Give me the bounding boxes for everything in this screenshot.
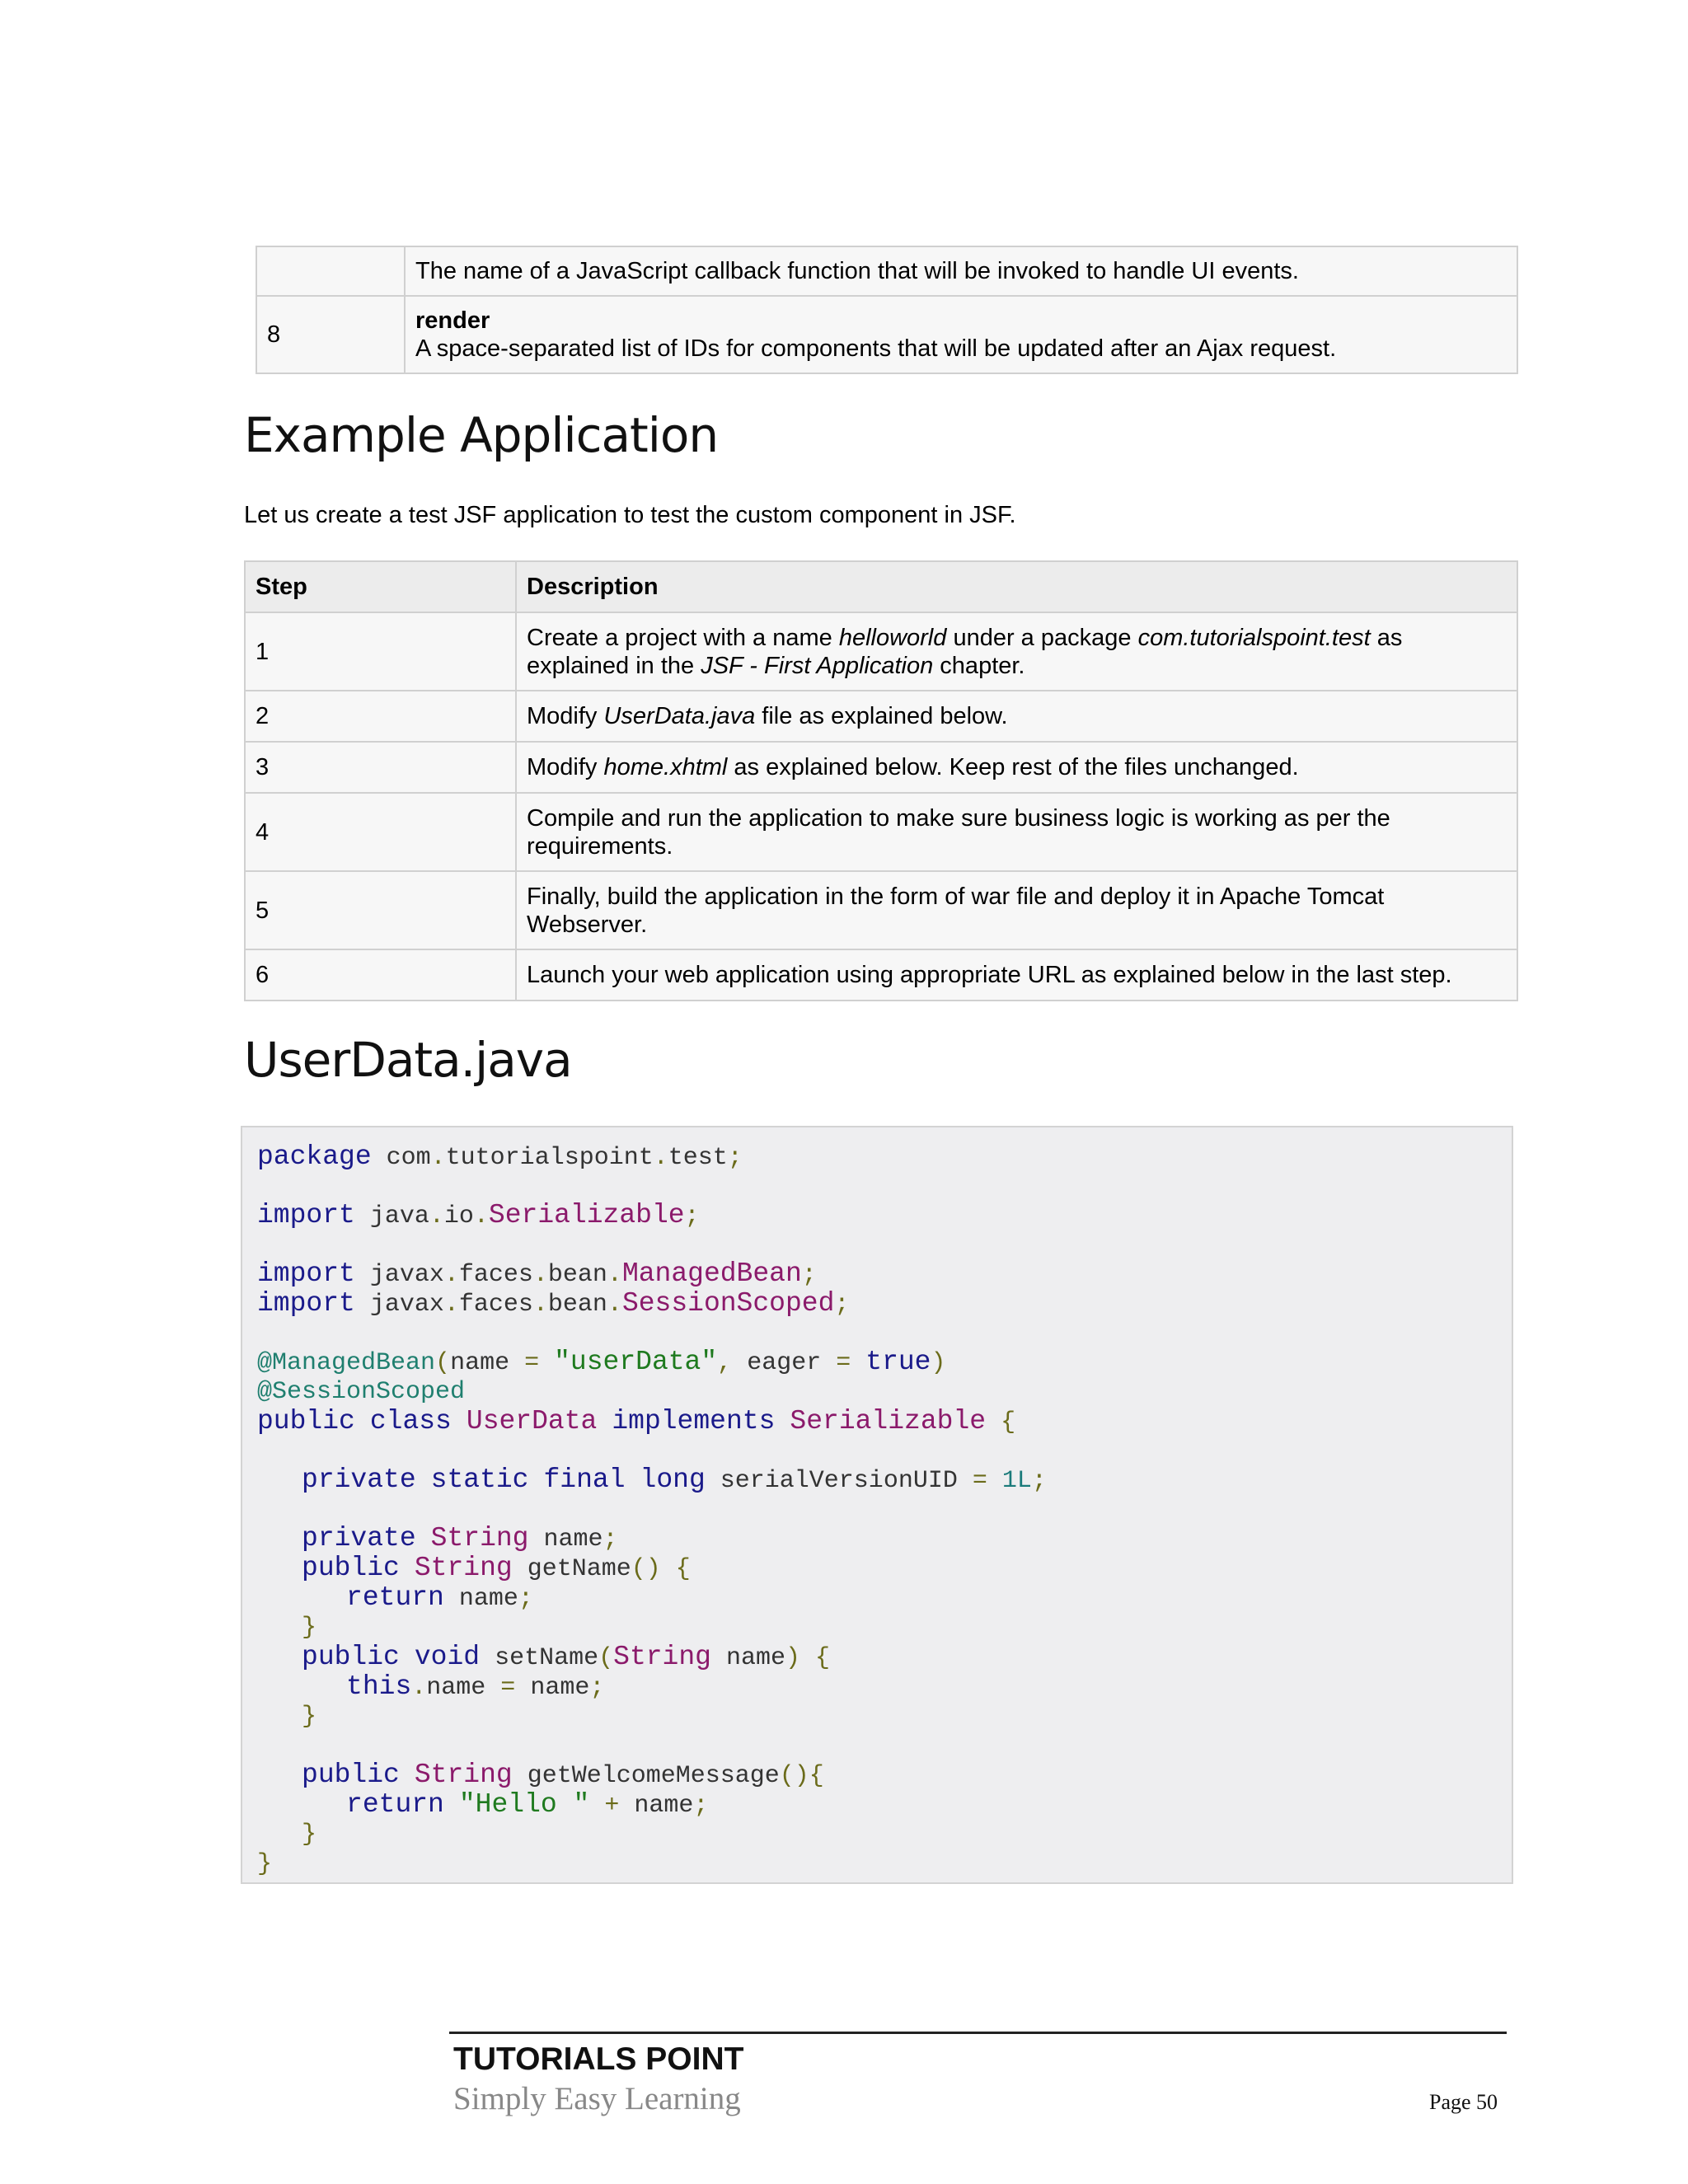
code-line: public String getWelcomeMessage(){	[302, 1760, 824, 1790]
code-line: private static final long serialVersionUID = 1L;	[302, 1465, 1047, 1495]
code-line: @SessionScoped	[257, 1378, 466, 1406]
code-line	[257, 1436, 1497, 1465]
code-line	[257, 1732, 1497, 1760]
code-line: private String name;	[302, 1523, 618, 1554]
attr-desc: A space-separated list of IDs for components that will be updated after an Ajax request.	[415, 335, 1337, 362]
table-row	[256, 246, 1517, 296]
code-line: public class UserData implements Serializable {	[257, 1406, 1016, 1436]
step-description: Create a project with a name helloworld under a package com.tutorialspoint.test as explained in the JSF - First Application chapter.	[516, 612, 1517, 691]
table-row	[256, 296, 1517, 373]
code-line	[257, 1495, 1497, 1524]
attr-num-cell: 8	[256, 296, 405, 373]
code-line: import javax.faces.bean.ManagedBean;	[257, 1258, 817, 1289]
code-line: return "Hello " + name;	[346, 1789, 709, 1820]
attr-desc-cell	[405, 296, 1517, 373]
code-line: this.name = name;	[346, 1671, 605, 1702]
code-line: return name;	[346, 1582, 533, 1613]
code-line: public String getName() {	[302, 1553, 691, 1583]
table-row	[245, 793, 1517, 871]
table-row	[245, 949, 1517, 1001]
code-line: public void setName(String name) {	[302, 1642, 831, 1672]
section-heading-example-application: Example Application	[244, 407, 719, 463]
step-description: Modify home.xhtml as explained below. Keep rest of the files unchanged.	[516, 742, 1517, 793]
step-description: Finally, build the application in the form of war file and deploy it in Apache Tomcat Webserver.	[516, 871, 1517, 949]
step-description: Compile and run the application to make sure business logic is working as per the requirements.	[516, 793, 1517, 871]
attr-num-cell	[256, 246, 405, 296]
code-line: }	[302, 1703, 317, 1731]
code-line: }	[257, 1850, 273, 1878]
step-number: 5	[245, 871, 516, 949]
step-description: Modify UserData.java file as explained below.	[516, 691, 1517, 742]
steps-table	[244, 560, 1518, 1001]
code-line: @ManagedBean(name = "userData", eager = true)	[257, 1347, 946, 1377]
attr-name: render	[415, 307, 490, 334]
step-number: 1	[245, 612, 516, 691]
page-number: Page 50	[1429, 2090, 1498, 2114]
code-line: import javax.faces.bean.SessionScoped;	[257, 1288, 850, 1319]
footer-tagline: Simply Easy Learning	[453, 2081, 741, 2116]
step-description: Launch your web application using appropriate URL as explained below in the last step.	[516, 949, 1517, 1001]
table-header-row	[245, 561, 1517, 612]
code-line	[257, 1230, 1497, 1259]
intro-paragraph: Let us create a test JSF application to test the custom component in JSF.	[244, 502, 1016, 528]
code-line: import java.io.Serializable;	[257, 1200, 700, 1230]
table-row	[245, 742, 1517, 793]
attr-desc-cell	[405, 246, 1517, 296]
step-number: 6	[245, 949, 516, 1001]
code-listing	[257, 1142, 1497, 1879]
attr-desc: The name of a JavaScript callback function that will be invoked to handle UI events.	[415, 258, 1299, 284]
section-heading-userdata-java: UserData.java	[244, 1032, 572, 1088]
attribute-table	[256, 246, 1518, 374]
code-line: }	[302, 1614, 317, 1642]
code-line	[257, 1319, 1497, 1347]
table-row	[245, 871, 1517, 949]
step-number: 2	[245, 691, 516, 742]
step-number: 3	[245, 742, 516, 793]
footer-divider	[449, 2032, 1507, 2034]
table-row	[245, 612, 1517, 691]
table-row	[245, 691, 1517, 742]
code-block	[241, 1126, 1513, 1884]
code-line: }	[302, 1821, 317, 1849]
code-line	[257, 1172, 1497, 1201]
step-number: 4	[245, 793, 516, 871]
column-header-step: Step	[245, 561, 516, 612]
footer-brand: TUTORIALS POINT	[453, 2041, 744, 2077]
column-header-description: Description	[516, 561, 1517, 612]
code-line: package com.tutorialspoint.test;	[257, 1141, 743, 1172]
